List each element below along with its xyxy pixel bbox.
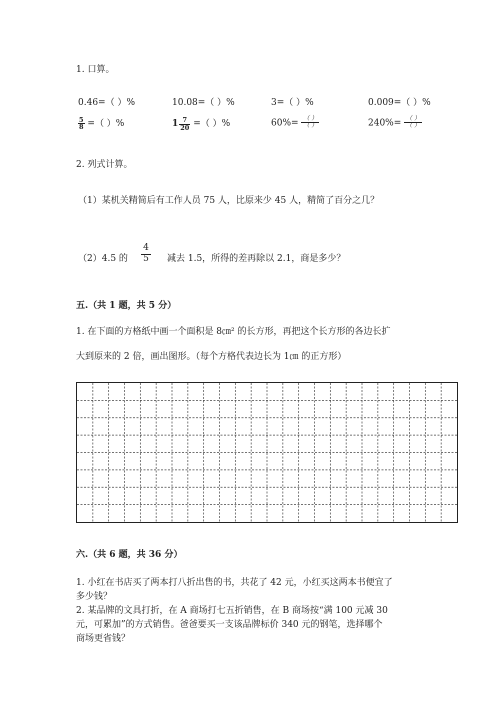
fraction-denominator: （ ） [406, 122, 421, 130]
question-text: 1. 小红在书店买了两本打八折出售的书，共花了 42 元，小红买这两本书便宜了 [76, 578, 393, 588]
fraction-numerator: （ ） [406, 115, 421, 122]
fraction-denominator: （ ） [303, 122, 318, 130]
blank-fraction [404, 116, 422, 130]
section2-heading: 2. 列式计算。 [76, 160, 133, 170]
fraction-numerator: 7 [179, 117, 190, 125]
question-text: 多少钱？ [76, 592, 113, 602]
oral-calc-item: 10.08=（ ）% [172, 98, 235, 108]
calc-lead: 240%= [368, 118, 402, 129]
question-text-tail: 减去 1.5，所得的差再除以 2.1，商是多少？ [167, 254, 346, 264]
grid-lines [77, 383, 457, 522]
section6-title: 六.（共 6 题，共 36 分） [76, 550, 183, 560]
question-text: 大到原来的 2 倍，画出图形。（每个方格代表边长为 1㎝ 的正方形） [76, 352, 347, 362]
square-grid-paper[interactable] [76, 382, 458, 523]
oral-calc-item: 0.009=（ ）% [368, 98, 431, 108]
fraction-numerator: 5 [79, 115, 84, 124]
oral-calc-item: 3=（ ）% [271, 98, 314, 108]
mixed-whole: 1 [172, 119, 179, 129]
oral-calc-item [271, 116, 319, 130]
calc-blank: =（ ）% [87, 119, 125, 129]
calc-blank: =（ ）% [193, 119, 231, 129]
section1-heading: 1. 口算。 [76, 65, 115, 75]
question-text: 1. 在下面的方格纸中画一个面积是 8㎝² 的长方形，再把这个长方形的各边长扩 [76, 327, 391, 337]
oral-calc-item [78, 116, 124, 131]
fraction-numerator: （ ） [303, 115, 318, 122]
question-text: 商场更省钱？ [76, 634, 131, 644]
mixed-number [172, 117, 190, 131]
fraction [78, 117, 85, 131]
fraction-denominator: 8 [79, 123, 84, 131]
fraction-numerator: 4 [141, 244, 151, 255]
question-text-lead: （2）4.5 的 [78, 254, 128, 264]
section5-title: 五.（共 1 题，共 5 分） [76, 301, 177, 311]
blank-fraction [301, 116, 319, 130]
fraction-denominator: 5 [143, 253, 149, 264]
oral-calc-item [368, 116, 422, 130]
oral-calc-item: 0.46=（ ）% [78, 98, 135, 108]
fraction-denominator: 20 [180, 123, 190, 132]
question-text: 元，可累加”的方式销售。爸爸要买一支该品牌标价 340 元的钢笔，选择哪个 [76, 620, 383, 630]
oral-calc-item [172, 116, 230, 131]
question-text: （1）某机关精简后有工作人员 75 人，比原来少 45 人，精简了百分之几？ [78, 196, 380, 206]
fraction [141, 244, 151, 265]
question-text: 2. 某品牌的文具打折，在 A 商场打七五折销售，在 B 商场按“满 100 元减 30 [76, 606, 388, 616]
calc-lead: 60%= [271, 118, 299, 129]
